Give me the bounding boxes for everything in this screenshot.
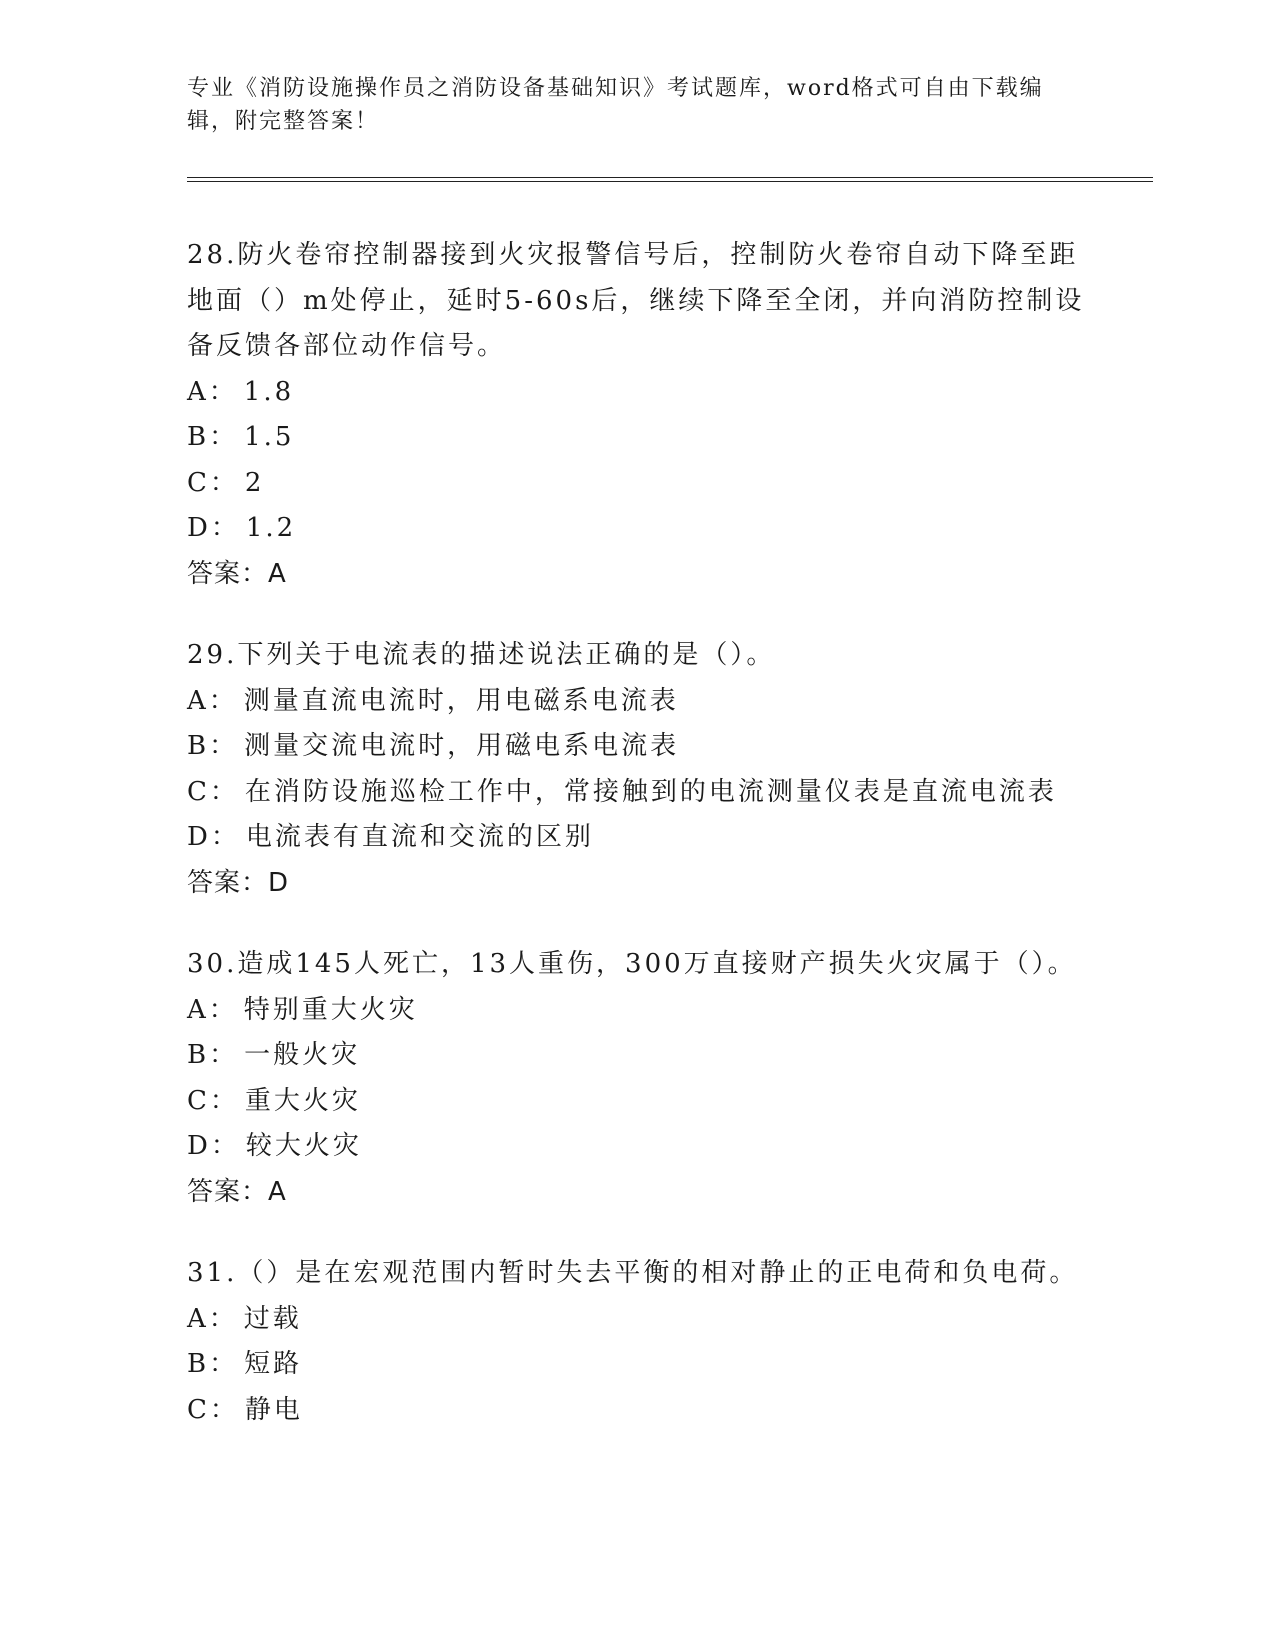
option-label: A： bbox=[187, 685, 238, 716]
answer-line: 答案：D bbox=[187, 867, 290, 898]
option-c bbox=[187, 1079, 1087, 1125]
option-b bbox=[187, 1033, 1087, 1079]
document-header bbox=[187, 72, 1087, 138]
option-a bbox=[187, 679, 1087, 725]
question-block bbox=[187, 1251, 1087, 1433]
option-text: 1.8 bbox=[243, 376, 295, 407]
option-a bbox=[187, 370, 1087, 416]
option-text: 较大火灾 bbox=[245, 1131, 362, 1161]
question-block bbox=[187, 633, 1087, 906]
option-text: 电流表有直流和交流的区别 bbox=[245, 822, 594, 852]
option-b bbox=[187, 724, 1087, 770]
option-c bbox=[187, 770, 1087, 816]
option-label: A： bbox=[187, 376, 238, 407]
option-d bbox=[187, 815, 1087, 861]
question-stem bbox=[187, 233, 1087, 370]
option-c bbox=[187, 461, 1087, 507]
question-list bbox=[187, 233, 1087, 1469]
option-label: D： bbox=[187, 822, 240, 852]
option-d bbox=[187, 1124, 1087, 1170]
option-text: 2 bbox=[244, 467, 265, 498]
question-stem-line: 30.造成145人死亡，13人重伤，300万直接财产损失火灾属于（）。 bbox=[187, 949, 1077, 979]
header-divider-top bbox=[187, 177, 1153, 178]
option-label: D： bbox=[187, 1131, 240, 1161]
option-label: C： bbox=[187, 467, 239, 498]
option-label: A： bbox=[187, 1303, 238, 1334]
option-label: C： bbox=[187, 1394, 239, 1425]
option-b bbox=[187, 1342, 1087, 1388]
option-a bbox=[187, 1297, 1087, 1343]
option-label: B： bbox=[187, 1040, 239, 1070]
option-text: 测量交流电流时，用磁电系电流表 bbox=[244, 731, 680, 761]
question-stem bbox=[187, 1251, 1087, 1297]
question-stem bbox=[187, 633, 1087, 679]
option-text: 短路 bbox=[244, 1349, 303, 1379]
option-text: 测量直流电流时，用电磁系电流表 bbox=[243, 685, 679, 716]
option-text: 1.5 bbox=[244, 422, 295, 452]
header-line: 专业《消防设施操作员之消防设备基础知识》考试题库，word格式可自由下载编 bbox=[187, 76, 1044, 101]
option-a bbox=[187, 988, 1087, 1034]
answer-line: 答案：A bbox=[187, 1176, 287, 1207]
header-divider-bottom bbox=[187, 181, 1153, 182]
option-text: 在消防设施巡检工作中，常接触到的电流测量仪表是直流电流表 bbox=[244, 776, 1057, 807]
option-label: D： bbox=[187, 513, 240, 543]
option-text: 特别重大火灾 bbox=[243, 994, 418, 1025]
question-stem-line: 地面（）m处停止，延时5-60s后，继续下降至全闭，并向消防控制设 bbox=[187, 285, 1085, 316]
option-label: C： bbox=[187, 1085, 239, 1116]
question-stem-line: 28.防火卷帘控制器接到火灾报警信号后，控制防火卷帘自动下降至距 bbox=[187, 240, 1079, 270]
option-label: B： bbox=[187, 1349, 239, 1379]
option-label: B： bbox=[187, 731, 239, 761]
option-label: A： bbox=[187, 994, 238, 1025]
option-label: C： bbox=[187, 776, 239, 807]
option-b bbox=[187, 415, 1087, 461]
option-label: B： bbox=[187, 422, 239, 452]
question-stem-line: 备反馈各部位动作信号。 bbox=[187, 331, 507, 361]
option-text: 1.2 bbox=[245, 513, 297, 543]
answer-line: 答案：A bbox=[187, 558, 287, 589]
option-d bbox=[187, 506, 1087, 552]
question-block bbox=[187, 942, 1087, 1215]
question-block bbox=[187, 233, 1087, 597]
header-line: 辑，附完整答案！ bbox=[187, 109, 380, 134]
option-text: 一般火灾 bbox=[244, 1040, 361, 1070]
option-text: 重大火灾 bbox=[244, 1085, 361, 1116]
question-stem-line: 31.（）是在宏观范围内暂时失去平衡的相对静止的正电荷和负电荷。 bbox=[187, 1258, 1079, 1288]
option-c bbox=[187, 1388, 1087, 1434]
option-text: 静电 bbox=[244, 1394, 303, 1425]
option-text: 过载 bbox=[243, 1303, 302, 1334]
question-stem bbox=[187, 942, 1087, 988]
question-stem-line: 29.下列关于电流表的描述说法正确的是（）。 bbox=[187, 640, 776, 670]
